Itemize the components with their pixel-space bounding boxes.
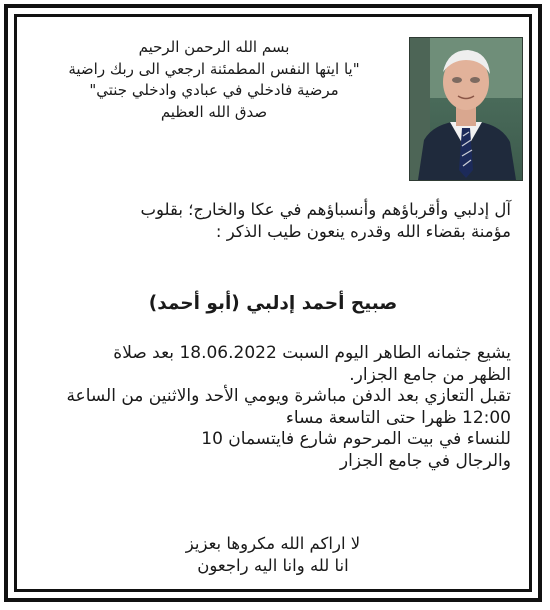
details-line-3: تقبل التعازي بعد الدفن مباشرة ويومي الأحد والاثنين من الساعة bbox=[66, 386, 511, 406]
details-line-1: يشيع جثمانه الطاهر اليوم السبت 18.06.2022 بعد صلاة bbox=[113, 343, 511, 363]
details-line-6: والرجال في جامع الجزار bbox=[339, 450, 511, 471]
verse-line-1: بسم الله الرحمن الرحيم bbox=[138, 38, 290, 56]
portrait-photo bbox=[409, 37, 523, 181]
funeral-details bbox=[11, 343, 511, 472]
closing-line-2: انا لله وانا اليه راجعون bbox=[197, 556, 349, 575]
deceased-name: صبيح أحمد إدلبي (أبو أحمد) bbox=[148, 293, 398, 314]
portrait-photo-icon bbox=[410, 38, 522, 180]
family-announcement bbox=[16, 199, 511, 243]
quran-verse bbox=[49, 37, 379, 123]
details-line-4: 12:00 ظهرا حتى التاسعة مساء bbox=[285, 407, 511, 428]
verse-line-3: مرضية فادخلي في عبادي وادخلي جنتي" bbox=[89, 81, 339, 99]
details-line-2: الظهر من جامع الجزار. bbox=[349, 364, 511, 385]
inner-border bbox=[14, 14, 532, 592]
family-line-2: مؤمنة بقضاء الله وقدره ينعون طيب الذكر : bbox=[215, 222, 511, 241]
details-line-5: للنساء في بيت المرحوم شارع فايتسمان 10 bbox=[201, 429, 511, 449]
family-line-1: آل إدلبي وأقرباؤهم وأنسباؤهم في عكا والخارج؛ بقلوب bbox=[140, 200, 511, 219]
closing-line-1: لا اراكم الله مكروها بعزيز bbox=[185, 534, 361, 553]
obituary-notice bbox=[17, 17, 529, 589]
outer-border bbox=[4, 4, 542, 602]
closing-prayer bbox=[17, 533, 529, 577]
verse-line-4: صدق الله العظيم bbox=[160, 102, 268, 121]
verse-line-2: "يا ايتها النفس المطمئنة ارجعي الى ربك راضية bbox=[68, 59, 360, 78]
